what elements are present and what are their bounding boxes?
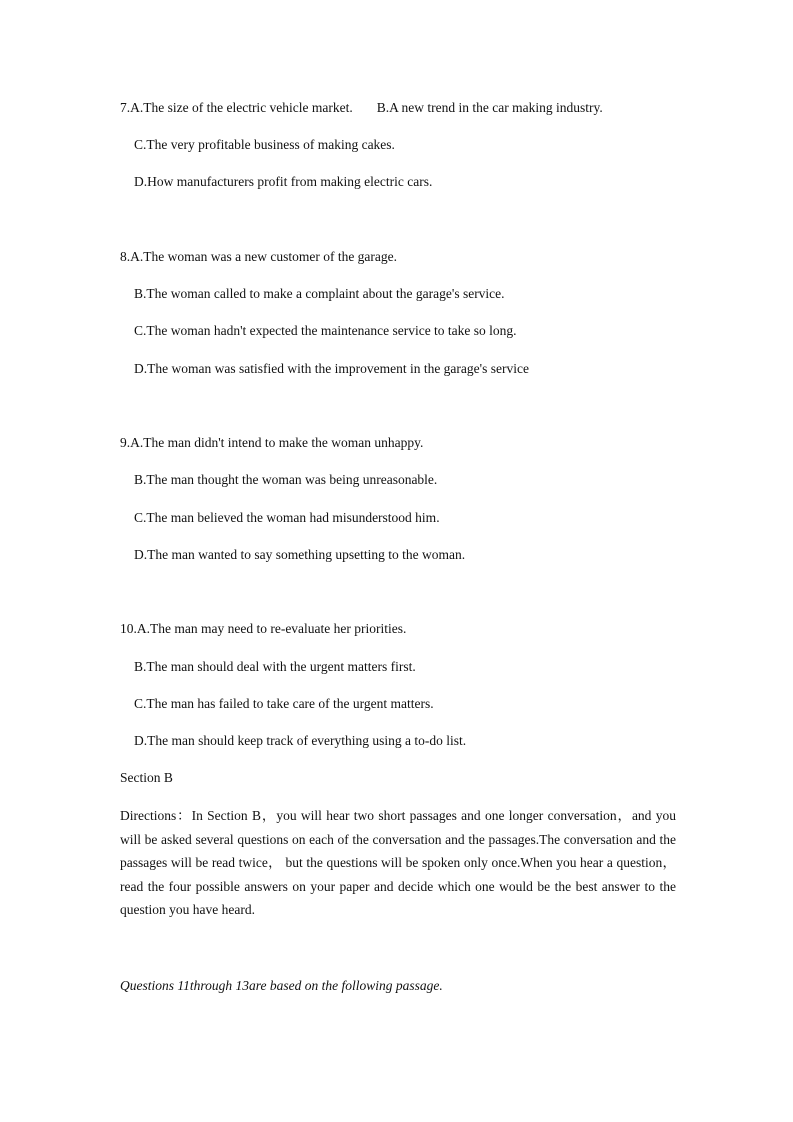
question-9-option-a: 9.A.The man didn't intend to make the woman unhappy.: [120, 435, 424, 450]
question-10-option-c: C.The man has failed to take care of the urgent matters.: [134, 696, 434, 711]
section-b-directions: Directions：In Section B，you will hear two short passages and one longer conversation，and you will be asked several questions on each of the conversation and the passages.The conversation and the passages will be read twice， but the questions will be spoken only once.When you hear a question，read the four possible answers on your paper and decide which one would be the best answer to the question you have heard.: [120, 808, 676, 918]
question-7-option-d: D.How manufacturers profit from making electric cars.: [134, 174, 433, 189]
question-8-option-a: 8.A.The woman was a new customer of the garage.: [120, 249, 398, 264]
question-7-option-c: C.The very profitable business of making cakes.: [134, 137, 395, 152]
question-8-option-b: B.The woman called to make a complaint about the garage's service.: [134, 286, 505, 301]
question-10-option-d: D.The man should keep track of everything using a to-do list.: [134, 733, 467, 748]
question-7-row-1: [120, 100, 603, 116]
question-7-option-b: B.A new trend in the car making industry.: [376, 100, 603, 115]
question-9-option-c: C.The man believed the woman had misunderstood him.: [134, 510, 440, 525]
question-10-option-a: 10.A.The man may need to re-evaluate her priorities.: [120, 621, 407, 636]
question-7-option-a: 7.A.The size of the electric vehicle market.: [120, 100, 353, 115]
question-8-option-d: D.The woman was satisfied with the improvement in the garage's service: [134, 361, 529, 376]
question-9-option-d: D.The man wanted to say something upsetting to the woman.: [134, 547, 466, 562]
question-8-option-c: C.The woman hadn't expected the maintenance service to take so long.: [134, 323, 517, 338]
passage-intro: Questions 11through 13are based on the following passage.: [120, 978, 443, 993]
section-b-heading: Section B: [120, 770, 173, 785]
question-10-option-b: B.The man should deal with the urgent matters first.: [134, 659, 416, 674]
question-9-option-b: B.The man thought the woman was being unreasonable.: [134, 472, 438, 487]
